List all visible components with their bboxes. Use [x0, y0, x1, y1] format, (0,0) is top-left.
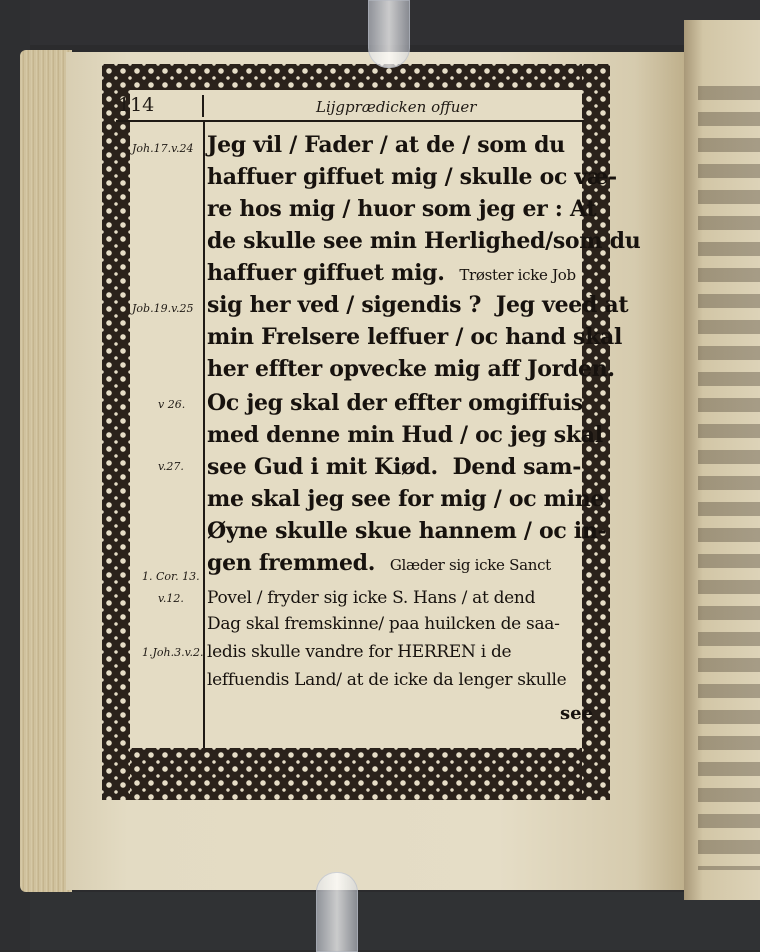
body-text: see Gud i mit Kiød. — [207, 454, 438, 480]
right-page — [684, 20, 760, 900]
body-line — [207, 550, 551, 576]
margin-note: 1.Joh.3.v.2. — [142, 646, 204, 659]
ornament-border-left — [102, 64, 130, 800]
body-line: haffuer giffuet mig / skulle oc væ- — [207, 164, 617, 190]
body-line — [207, 454, 581, 480]
background-bottom — [0, 892, 760, 950]
header-rule — [116, 120, 584, 122]
body-line: her effter opvecke mig aff Jorden. — [207, 356, 615, 382]
page-clip-top — [368, 0, 410, 68]
body-line: med denne min Hud / oc jeg skal — [207, 422, 603, 448]
body-line: min Frelsere leffuer / oc hand skal — [207, 324, 623, 350]
body-line: Povel / fryder sig icke S. Hans / at dend — [207, 588, 536, 608]
body-line: de skulle see min Herlighed/som du — [207, 228, 641, 254]
ornament-border-bottom — [102, 748, 610, 800]
body-line: me skal jeg see for mig / oc mine — [207, 486, 605, 512]
body-line: Jeg vil / Fader / at de / som du — [207, 132, 565, 158]
page-edges — [20, 50, 72, 892]
margin-note: v.12. — [158, 592, 184, 605]
margin-note: Joh.17.v.24 — [132, 142, 194, 155]
body-line: leffuendis Land/ at de icke da lenger skulle — [207, 670, 567, 690]
page-clip-bottom — [316, 872, 358, 952]
body-text: haffuer giffuet mig. — [207, 260, 445, 286]
ornament-border-top — [102, 64, 610, 90]
right-page-text-fragment — [698, 80, 760, 870]
body-text: gen fremmed. — [207, 550, 376, 576]
header-divider — [202, 95, 204, 117]
margin-note: v.27. — [158, 460, 184, 473]
body-text: Jeg veed at — [495, 292, 629, 318]
margin-note: 1. Cor. 13. — [142, 570, 200, 583]
body-text: Trøster icke Job — [459, 266, 576, 284]
running-head: Lijgprædicken offuer — [316, 98, 477, 116]
body-line: Dag skal fremskinne/ paa huilcken de saa- — [207, 614, 560, 634]
page-number: 114 — [118, 94, 155, 116]
body-line: Oc jeg skal der effter omgiffuis — [207, 390, 583, 416]
body-line — [207, 292, 628, 318]
body-text: sig her ved / sigendis ? — [207, 292, 482, 318]
body-line — [207, 260, 576, 286]
body-line: re hos mig / huor som jeg er : At — [207, 196, 597, 222]
body-text: Glæder sig icke Sanct — [389, 556, 551, 574]
body-line: ledis skulle vandre for HERREN i de — [207, 642, 512, 662]
margin-note: Job.19.v.25 — [132, 302, 194, 315]
catchword: see — [560, 703, 594, 724]
body-line: Øyne skulle skue hannem / oc in- — [207, 518, 607, 544]
body-text: Dend sam- — [452, 454, 582, 480]
margin-note: v 26. — [158, 398, 186, 411]
